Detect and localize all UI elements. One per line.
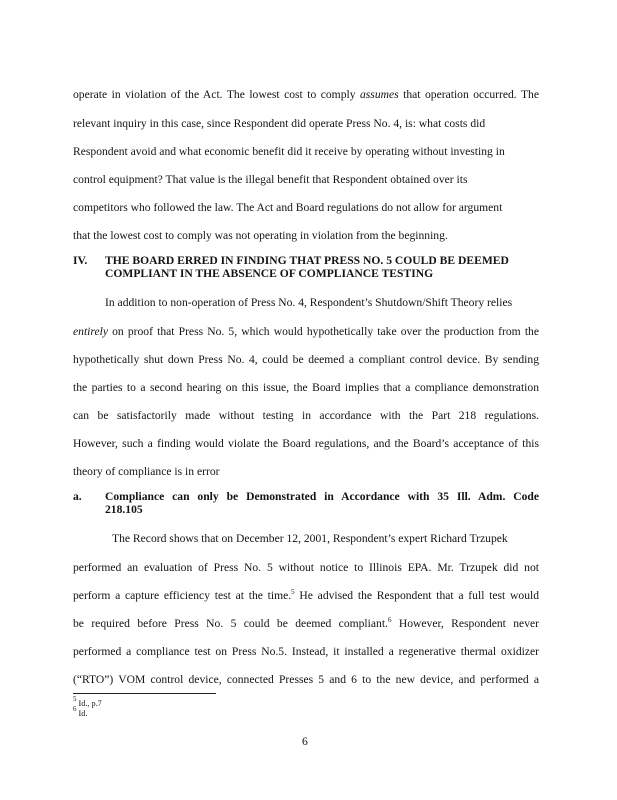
body-line: The Record shows that on December 12, 2001, Respondent’s expert Richard Trzupek <box>112 532 508 545</box>
body-line: can be satisfactorily made without testing in accordance with the Part 218 regulations. <box>73 409 539 422</box>
body-line: perform a capture efficiency test at the time.$^5$ He advised the Respondent that a full test would <box>73 588 540 602</box>
body-line: In addition to non-operation of Press No. 4, Respondent’s Shutdown/Shift Theory relies <box>105 296 513 309</box>
body-line: hypothetically shut down Press No. 4, could be deemed a compliant control device. By sending <box>73 353 539 366</box>
page-number: 6 <box>302 735 308 748</box>
footnote: $^5$ Id., p.7 <box>73 695 102 708</box>
body-line: However, such a finding would violate the Board regulations, and the Board’s acceptance of this <box>73 437 539 450</box>
footnote-separator <box>73 693 216 694</box>
body-line: control equipment? That value is the illegal benefit that Respondent obtained over its <box>73 173 468 186</box>
body-line: competitors who followed the law. The Act and Board regulations do not allow for argument <box>73 201 503 214</box>
body-line: operate in violation of the Act. The lowest cost to comply assumes that operation occurred. The <box>73 88 540 101</box>
body-line: entirely on proof that Press No. 5, which would hypothetically take over the production from the <box>73 325 539 338</box>
footnote-reference: 5 <box>291 588 295 596</box>
body-line: relevant inquiry in this case, since Respondent did operate Press No. 4, is: what costs did <box>73 117 486 130</box>
body-line: (“RTO”) VOM control device, connected Presses 5 and 6 to the new device, and performed a <box>73 673 539 686</box>
section-number: IV. <box>73 254 88 267</box>
body-line: theory of compliance is in error <box>73 465 220 478</box>
body-line: be required before Press No. 5 could be deemed compliant.$^6$ However, Respondent never <box>73 616 540 630</box>
footnote-reference: 6 <box>387 616 392 624</box>
subsection-letter: a. <box>73 490 82 503</box>
subsection-heading: Compliance can only be Demonstrated in Accordance with 35 Ill. Adm. Code <box>105 490 539 503</box>
body-line: performed an evaluation of Press No. 5 without notice to Illinois EPA. Mr. Trzupek did not <box>73 561 539 574</box>
body-line: Respondent avoid and what economic benefit did it receive by operating without investing in <box>73 145 505 158</box>
body-line: that the lowest cost to comply was not operating in violation from the beginning. <box>73 229 448 242</box>
subsection-heading: 218.105 <box>105 503 143 516</box>
section-heading: COMPLIANT IN THE ABSENCE OF COMPLIANCE TESTING <box>105 267 434 280</box>
footnote: $^6$ Id. <box>73 705 88 718</box>
body-line: performed a compliance test on Press No.5. Instead, it installed a regenerative thermal oxidizer <box>73 645 539 658</box>
section-heading: THE BOARD ERRED IN FINDING THAT PRESS NO. 5 COULD BE DEEMED <box>105 254 509 267</box>
body-line: the parties to a second hearing on this issue, the Board implies that a compliance demonstration <box>73 381 539 394</box>
